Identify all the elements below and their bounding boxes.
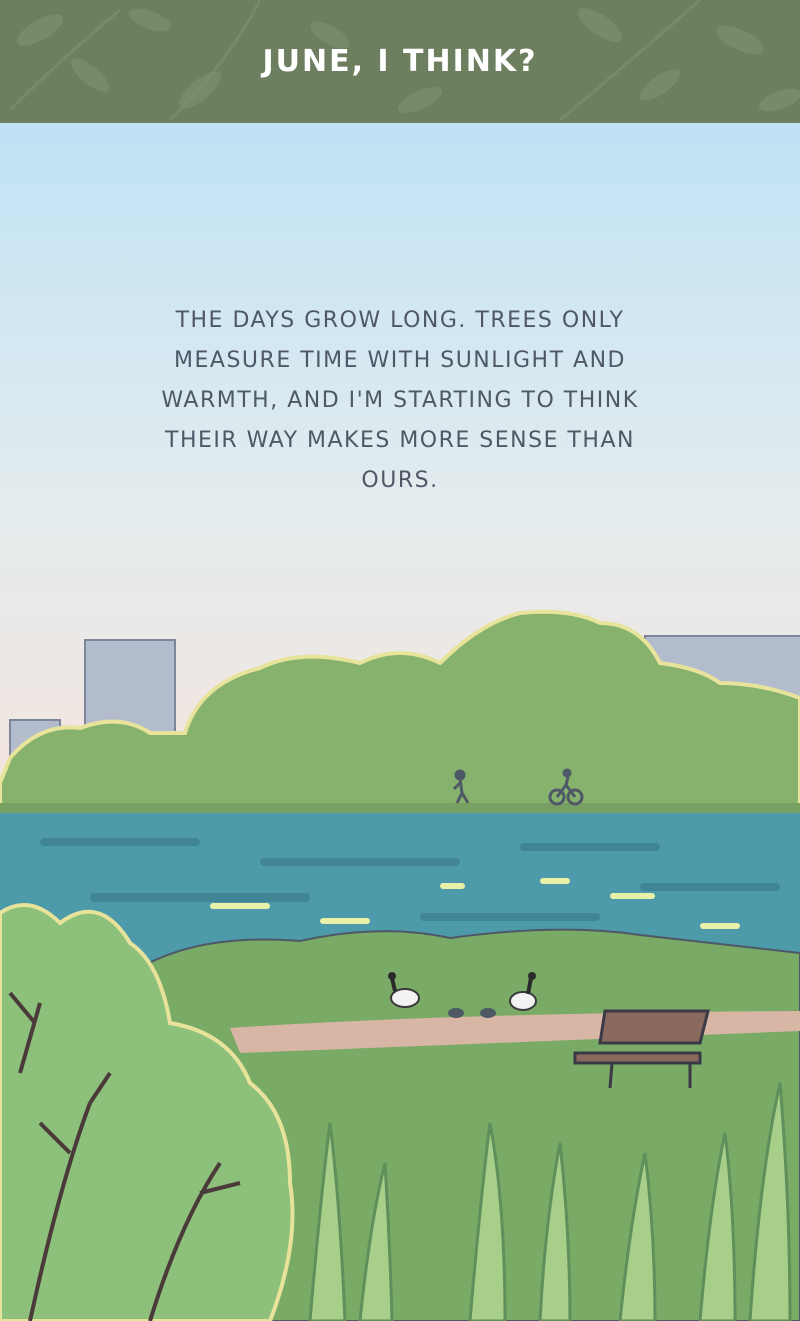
far-shore <box>0 803 800 813</box>
header-title: JUNE, I THINK? <box>262 44 538 79</box>
header-bar <box>0 0 800 123</box>
park-scene <box>0 123 800 1321</box>
narration-text: THE DAYS GROW LONG. TREES ONLY MEASURE TIME WITH SUNLIGHT AND WARMTH, AND I'M STARTING TO THINK THEIR WAY MAKES MORE SENSE THAN OURS. <box>161 308 639 493</box>
